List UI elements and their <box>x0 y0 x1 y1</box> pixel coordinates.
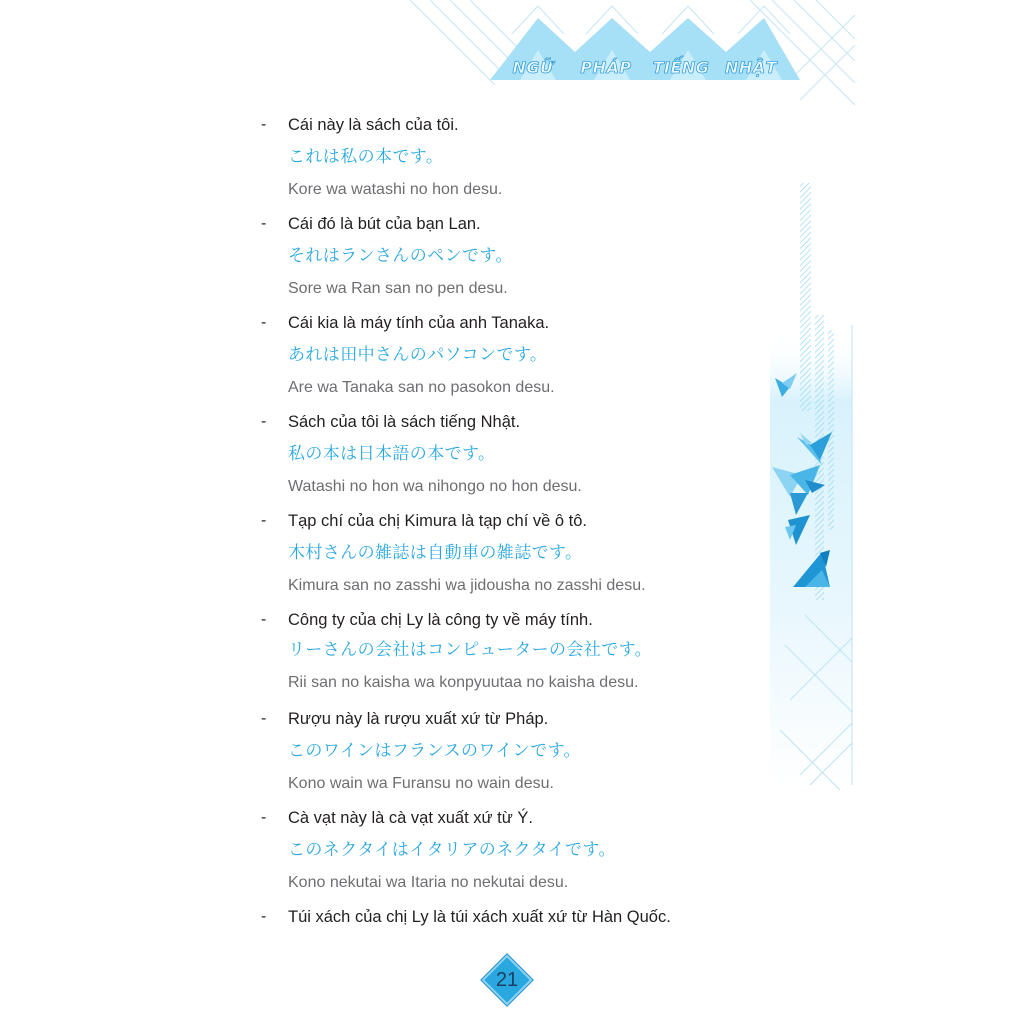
bullet-dash: - <box>261 908 267 925</box>
list-item <box>0 311 760 410</box>
bullet-dash: - <box>261 710 267 727</box>
header-word: NHẬT <box>724 58 778 77</box>
romaji-sentence: Kore wa watashi no hon desu. <box>288 181 503 198</box>
side-decoration <box>760 175 860 790</box>
japanese-sentence: このネクタイはイタリアのネクタイです。 <box>288 840 616 859</box>
vietnamese-sentence: Cái này là sách của tôi. <box>288 116 459 134</box>
list-item <box>0 707 760 806</box>
list-item <box>0 410 760 509</box>
header-word: NGỮ <box>512 58 554 77</box>
vietnamese-sentence: Cà vạt này là cà vạt xuất xứ từ Ý. <box>288 809 533 827</box>
vietnamese-sentence: Cái đó là bút của bạn Lan. <box>288 215 481 233</box>
bullet-dash: - <box>261 512 267 529</box>
japanese-sentence: リーさんの会社はコンピューターの会社です。 <box>288 640 653 659</box>
bullet-dash: - <box>261 215 267 232</box>
romaji-sentence: Kono wain wa Furansu no wain desu. <box>288 775 554 792</box>
vietnamese-sentence: Túi xách của chị Ly là túi xách xuất xứ từ Hàn Quốc. <box>288 908 671 926</box>
bullet-dash: - <box>261 116 267 133</box>
romaji-sentence: Kimura san no zasshi wa jidousha no zasshi desu. <box>288 577 646 594</box>
romaji-sentence: Kono nekutai wa Itaria no nekutai desu. <box>288 874 569 891</box>
list-item <box>0 212 760 311</box>
japanese-sentence: それはランさんのペンです。 <box>288 246 513 265</box>
page-number: 21 <box>495 969 519 991</box>
header-banner <box>400 0 860 110</box>
header-word: TIẾNG <box>652 58 710 77</box>
list-item <box>0 806 760 905</box>
japanese-sentence: これは私の本です。 <box>288 147 444 166</box>
romaji-sentence: Are wa Tanaka san no pasokon desu. <box>288 379 555 396</box>
romaji-sentence: Sore wa Ran san no pen desu. <box>288 280 508 297</box>
romaji-sentence: Watashi no hon wa nihongo no hon desu. <box>288 478 582 495</box>
vietnamese-sentence: Tạp chí của chị Kimura là tạp chí về ô tô. <box>288 512 587 530</box>
bullet-dash: - <box>261 314 267 331</box>
bullet-dash: - <box>261 413 267 430</box>
list-item <box>0 509 760 608</box>
japanese-sentence: 木村さんの雑誌は自動車の雑誌です。 <box>288 543 583 562</box>
japanese-sentence: あれは田中さんのパソコンです。 <box>288 345 548 364</box>
page-number-badge <box>482 955 532 1005</box>
vietnamese-sentence: Công ty của chị Ly là công ty về máy tính. <box>288 611 593 629</box>
list-item <box>0 113 760 212</box>
vietnamese-sentence: Sách của tôi là sách tiếng Nhật. <box>288 413 521 431</box>
bullet-dash: - <box>261 611 267 628</box>
japanese-sentence: このワインはフランスのワインです。 <box>288 741 581 760</box>
vietnamese-sentence: Cái kia là máy tính của anh Tanaka. <box>288 314 550 332</box>
example-list <box>0 113 760 1004</box>
vietnamese-sentence: Rượu này là rượu xuất xứ từ Pháp. <box>288 710 549 728</box>
bullet-dash: - <box>261 809 267 826</box>
romaji-sentence: Rii san no kaisha wa konpyuutaa no kaisha desu. <box>288 674 639 691</box>
list-item <box>0 905 760 1004</box>
header-word: PHÁP <box>580 58 632 77</box>
list-item <box>0 608 760 707</box>
japanese-sentence: 私の本は日本語の本です。 <box>288 444 496 463</box>
